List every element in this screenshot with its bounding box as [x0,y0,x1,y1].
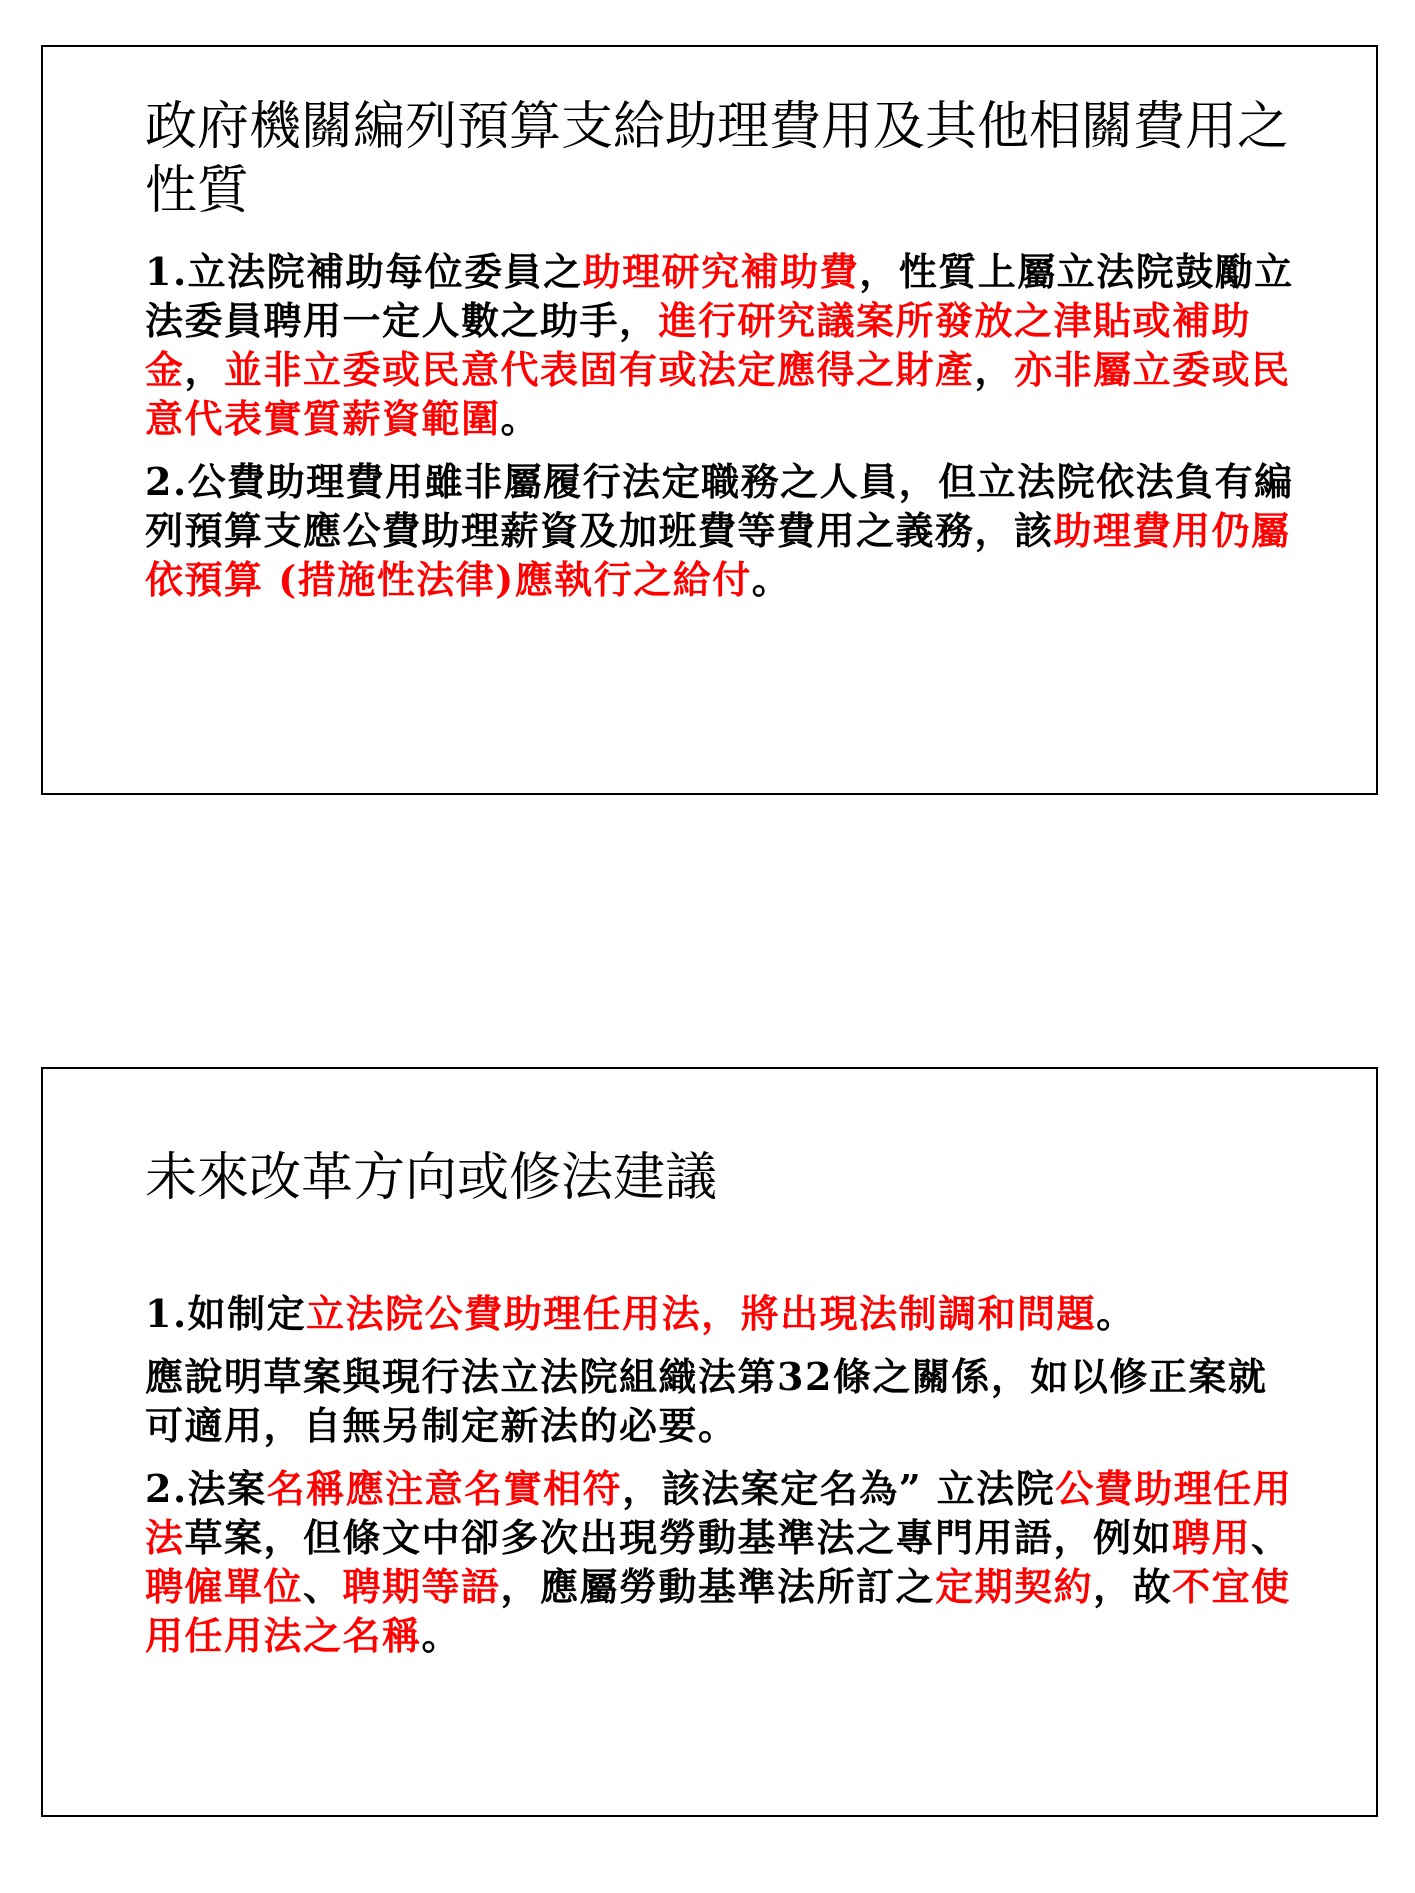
body-text-segment: ，該法案定名為” 立法院 [622,1466,1056,1511]
body-text-segment: 、 [1251,1515,1291,1560]
paragraph [145,457,1305,604]
body-text-segment: ， [184,347,225,392]
paragraph [145,1464,1305,1660]
slide-title: 政府機關編列預算支給助理費用及其他相關費用之性質 [145,97,1290,221]
paragraph [145,1352,1305,1450]
body-text-segment: 。 [500,396,541,441]
highlighted-text: 聘僱單位 [145,1564,304,1609]
body-text-segment: 、 [303,1564,343,1609]
highlighted-text: 立法院公費助理任用法，將出現法制調和問題 [306,1291,1097,1336]
body-text-segment: 1.立法院補助每位委員之 [145,249,583,294]
body-text-segment: 草案，但條文中卻多次出現勞動基準法之專門用語，例如 [184,1515,1173,1560]
body-text-segment: 2.公費助理費用雖非屬履行法定職務之人員，但立法院依法負有編列預算支應公費助理薪資及加班費等費用之義務，該 [145,459,1294,553]
body-text-segment: 應說明草案與現行法立法院組織法第32條之關係，如以修正案就可適用，自無另制定新法的必要。 [145,1354,1268,1448]
highlighted-text: 聘用 [1172,1515,1252,1560]
body-text-segment: ，故 [1093,1564,1173,1609]
highlighted-text: 定期契約 [935,1564,1094,1609]
highlighted-text: 不宜使用任用法之名稱 [145,1564,1291,1658]
highlighted-text: 名稱應注意名實相符 [266,1466,623,1511]
body-text-segment: 1.如制定 [145,1291,307,1336]
highlighted-text: 公費助理任用法 [145,1466,1293,1560]
body-text-segment: ，應屬勞動基準法所訂之 [500,1564,936,1609]
body-text-segment: ， [974,347,1015,392]
paragraph [145,1289,1305,1338]
highlighted-text: 亦非屬立委或民意代表實質薪資範圍 [145,347,1291,441]
body-text-segment: ，性質上屬立法院鼓勵立法委員聘用一定人數之助手， [145,249,1294,343]
highlighted-text: 聘期等語 [342,1564,501,1609]
body-text-segment: 。 [421,1613,462,1658]
highlighted-text: 助理研究補助費 [582,249,860,294]
highlighted-text: 助理費用仍屬依預算 (措施性法律)應執行之給付 [145,508,1291,602]
slide-title: 未來改革方向或修法建議 [145,1148,718,1208]
body-text-segment: 2.法案 [145,1466,267,1511]
slide-body [145,1289,1305,1660]
highlighted-text: 並非立委或民意代表固有或法定應得之財產 [224,347,975,392]
slide-1 [41,45,1378,795]
slide-2 [41,1067,1378,1817]
highlighted-text: 進行研究議案所發放之津貼或補助金 [145,298,1252,392]
paragraph [145,247,1305,443]
body-text-segment: 。 [751,557,792,602]
slide-body [145,247,1305,604]
body-text-segment: 。 [1096,1291,1136,1336]
